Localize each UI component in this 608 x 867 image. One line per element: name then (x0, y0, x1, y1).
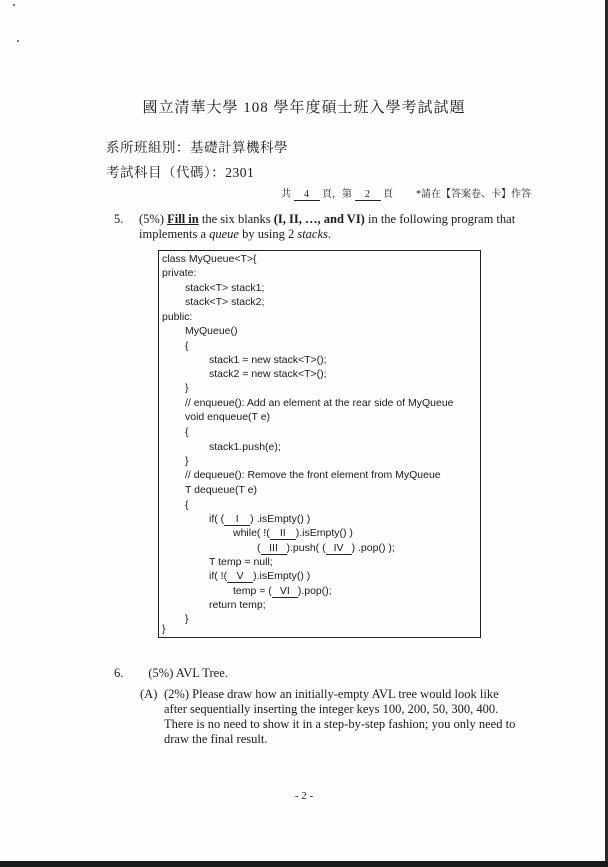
code-line (233, 527, 353, 540)
page-number: - 2 - (294, 790, 314, 802)
total-pages: 4 (294, 189, 320, 201)
code-fragment: while( !( (233, 527, 270, 539)
page-info-prefix: 共 (281, 189, 291, 200)
code-fragment: ).isEmpty() ) (253, 570, 311, 582)
code-line: public: (162, 311, 193, 323)
code-line: } (185, 382, 189, 394)
question-6a-label: (A) (140, 687, 158, 701)
code-line: MyQueue() (185, 325, 238, 337)
code-line: stack1 = new stack<T>(); (209, 354, 327, 366)
code-line: void enqueue(T e) (185, 411, 271, 423)
question-6 (114, 666, 228, 681)
code-box (158, 250, 481, 638)
blank-IV: IV (326, 543, 352, 555)
code-fragment: if( ( (209, 513, 225, 525)
question-5-text (139, 212, 524, 242)
blank-III: III (261, 543, 287, 555)
page-info (281, 185, 531, 201)
scan-speck (17, 40, 19, 42)
code-line: return temp; (209, 599, 266, 611)
code-fragment: ).push( ( (286, 542, 326, 554)
code-fragment: ( (257, 542, 261, 554)
blank-V: V (227, 571, 253, 583)
code-line: T dequeue(T e) (185, 484, 257, 496)
blank-II: II (270, 528, 296, 540)
q5-queue-word: queue (209, 227, 239, 241)
code-fragment: ).isEmpty() ) (295, 527, 353, 539)
question-6-number: 6. (114, 666, 124, 680)
q5-blanks-ref: (I, II, …, and VI) (273, 212, 365, 226)
code-line: { (185, 340, 189, 352)
page-info-mid: 頁，第 (322, 189, 352, 200)
code-fragment: ) .pop() ); (351, 542, 395, 554)
question-5-number: 5. (114, 212, 124, 226)
code-line: } (185, 613, 189, 625)
question-6a (140, 687, 522, 747)
code-comment: // dequeue(): Remove the front element from MyQueue (185, 469, 441, 481)
current-page: 2 (355, 189, 381, 201)
code-line (209, 513, 310, 526)
code-line: private: (162, 267, 197, 279)
q5-fill-in: Fill in (167, 212, 199, 226)
code-line (257, 542, 395, 555)
page-info-suffix: 頁 (383, 189, 393, 200)
q5-text-b: in the following program that implements a (139, 212, 516, 241)
blank-VI: VI (272, 586, 298, 598)
code-line: } (185, 455, 189, 467)
q5-text-a: the six blanks (198, 212, 274, 226)
code-line: stack<T> stack1; (185, 282, 265, 294)
code-fragment: ).pop(); (297, 585, 332, 597)
code-line: class MyQueue<T>{ (162, 253, 257, 265)
q5-stacks-word: stacks (297, 227, 328, 241)
code-fragment: temp = ( (233, 585, 272, 597)
code-line: stack<T> stack2; (185, 296, 265, 308)
page-bottom-edge (0, 861, 608, 867)
q5-text-d: . (327, 227, 332, 241)
department-line: 系所班組別：基礎計算機科學 (106, 140, 288, 155)
blank-I: I (224, 514, 250, 526)
code-line: stack1.push(e); (209, 441, 281, 453)
code-line (233, 585, 332, 598)
code-line: } (162, 623, 166, 635)
code-comment: // enqueue(): Add an element at the rear side of MyQueue (185, 397, 454, 409)
scan-speck (13, 4, 15, 6)
exam-title: 國立清華大學 108 學年度碩士班入學考試試題 (142, 100, 466, 116)
code-line: stack2 = new stack<T>(); (209, 368, 327, 380)
code-line: { (185, 499, 189, 511)
question-6-label: (5%) AVL Tree. (148, 666, 228, 680)
code-fragment: if( !( (209, 570, 228, 582)
code-line (209, 570, 310, 583)
answer-note: *請在【答案卷、卡】作答 (416, 189, 531, 200)
code-line: { (185, 426, 189, 438)
subject-line: 考試科目（代碼）：2301 (106, 165, 255, 180)
code-line: T temp = null; (209, 556, 273, 568)
code-fragment: ) .isEmpty() ) (250, 513, 311, 525)
q5-text-c: by using 2 (238, 227, 298, 241)
q5-points: (5%) (139, 212, 164, 226)
question-6a-text: (2%) Please draw how an initially-empty AVL tree would look like after sequentially inserting the integer keys 100, 200, 50, 300, 400. There is no need to show it in a step-by-step fashion; you only need to draw the final result. (164, 687, 516, 746)
question-5 (114, 212, 524, 242)
